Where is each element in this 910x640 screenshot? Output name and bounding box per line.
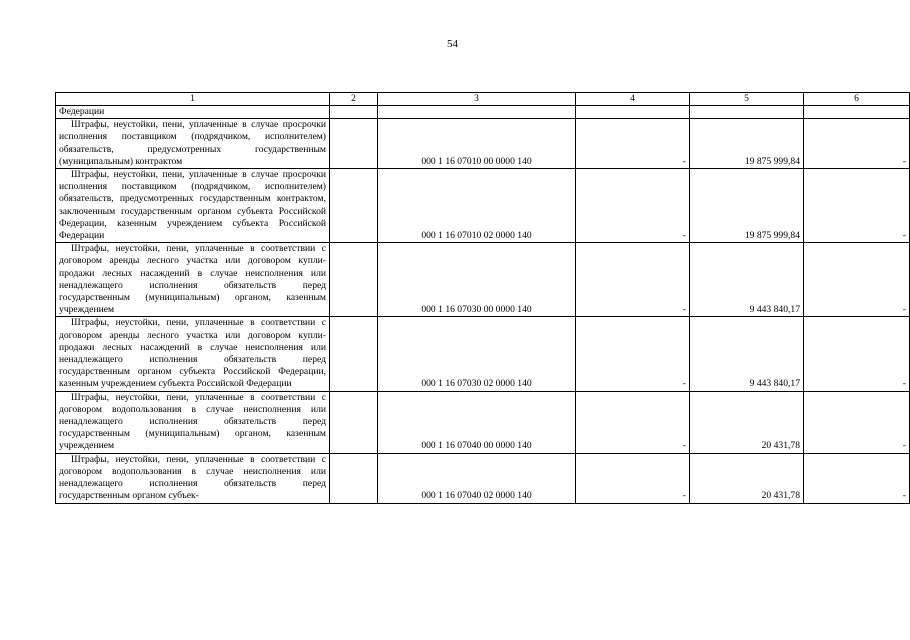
row-col6: - <box>804 453 910 503</box>
row-col4: - <box>576 391 690 453</box>
row-col2 <box>330 119 378 169</box>
table-row <box>56 453 910 503</box>
row-col4: - <box>576 317 690 391</box>
row-col6: - <box>804 391 910 453</box>
table-row <box>56 243 910 317</box>
column-number-row <box>56 93 910 106</box>
row-budget-code: 000 1 16 07010 02 0000 140 <box>378 169 576 243</box>
continuation-row <box>56 106 910 119</box>
row-col5: 19 875 999,84 <box>690 119 804 169</box>
column-header-4: 4 <box>576 93 690 106</box>
row-col6: - <box>804 169 910 243</box>
row-col5: 20 431,78 <box>690 453 804 503</box>
page-number: 54 <box>447 38 458 50</box>
column-header-3: 3 <box>378 93 576 106</box>
row-budget-code: 000 1 16 07030 00 0000 140 <box>378 243 576 317</box>
row-col5: 20 431,78 <box>690 391 804 453</box>
row-col6: - <box>804 243 910 317</box>
row-col4: - <box>576 453 690 503</box>
column-header-2: 2 <box>330 93 378 106</box>
row-description: Штрафы, неустойки, пени, уплаченные в соответствии с договором водопользования в случае неисполнения или ненадлежащего исполнения обязательств перед государственным органом субъек- <box>56 453 330 503</box>
row-col4: - <box>576 119 690 169</box>
row-col5: 9 443 840,17 <box>690 317 804 391</box>
row-col2 <box>330 169 378 243</box>
column-header-1: 1 <box>56 93 330 106</box>
row-budget-code: 000 1 16 07010 00 0000 140 <box>378 119 576 169</box>
table-row <box>56 317 910 391</box>
row-col2 <box>330 243 378 317</box>
row-col6: - <box>804 119 910 169</box>
row-col4: - <box>576 169 690 243</box>
row-description: Штрафы, неустойки, пени, уплаченные в соответствии с договором водопользования в случае неисполнения или ненадлежащего исполнения обязательств перед государственным (муниципальным) органом, казенным учреждением <box>56 391 330 453</box>
row-budget-code: 000 1 16 07040 00 0000 140 <box>378 391 576 453</box>
row-col6: - <box>804 317 910 391</box>
row-col4: - <box>576 243 690 317</box>
row-budget-code: 000 1 16 07040 02 0000 140 <box>378 453 576 503</box>
column-header-5: 5 <box>690 93 804 106</box>
row-description: Штрафы, неустойки, пени, уплаченные в случае просрочки исполнения поставщиком (подрядчиком, исполнителем) обязательств, предусмотренных государственным (муниципальным) контрактом <box>56 119 330 169</box>
row-description: Штрафы, неустойки, пени, уплаченные в случае просрочки исполнения поставщиком (подрядчиком, исполнителем) обязательств, предусмотренных государственным контрактом, заключенным государственным органом субъекта Российской Федерации, казенным учреждением субъекта Российской Федерации <box>56 169 330 243</box>
row-col2 <box>330 391 378 453</box>
row-col2 <box>330 317 378 391</box>
revenue-table <box>55 92 910 504</box>
column-header-6: 6 <box>804 93 910 106</box>
row-col2 <box>330 453 378 503</box>
row-col5: 19 875 999,84 <box>690 169 804 243</box>
continuation-text: Федерации <box>56 106 330 119</box>
table-row <box>56 391 910 453</box>
table-row <box>56 169 910 243</box>
row-description: Штрафы, неустойки, пени, уплаченные в соответствии с договором аренды лесного участка или договором купли-продажи лесных насаждений в случае неисполнения или ненадлежащего исполнения обязательств перед государственным (муниципальным) органом, казенным учреждением <box>56 243 330 317</box>
row-description: Штрафы, неустойки, пени, уплаченные в соответствии с договором аренды лесного участка или договором купли-продажи лесных насаждений в случае неисполнения или ненадлежащего исполнения обязательств перед государственным органом субъекта Российской Федерации, казенным учреждением субъекта Российской Федерации <box>56 317 330 391</box>
row-col5: 9 443 840,17 <box>690 243 804 317</box>
table-row <box>56 119 910 169</box>
row-budget-code: 000 1 16 07030 02 0000 140 <box>378 317 576 391</box>
